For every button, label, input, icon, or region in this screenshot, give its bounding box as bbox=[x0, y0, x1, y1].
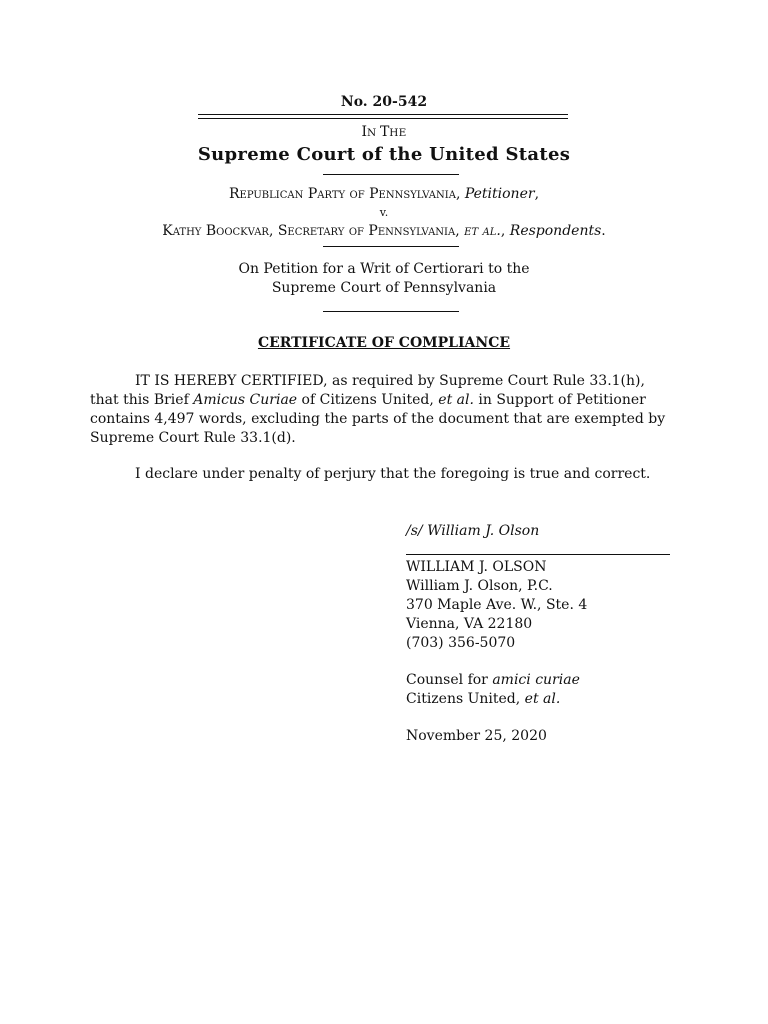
petitioner-name: Republican Party of Pennsylvania bbox=[228, 186, 456, 202]
paragraph-line-2: that this Brief Amicus Curiae of Citizens United, et al. in Support of Petitioner bbox=[90, 392, 646, 408]
signer-name: WILLIAM J. OLSON bbox=[406, 559, 547, 575]
street-address: 370 Maple Ave. W., Ste. 4 bbox=[406, 597, 588, 613]
signature-date: November 25, 2020 bbox=[406, 728, 547, 744]
caption-rule-3 bbox=[323, 311, 459, 312]
respondent-line: Kathy Boockvar, Secretary of Pennsylvania, et al., Respondents. bbox=[162, 223, 606, 239]
petition-line-2: Supreme Court of Pennsylvania bbox=[271, 280, 497, 296]
double-rule-top bbox=[198, 114, 568, 115]
certificate-heading: CERTIFICATE OF COMPLIANCE bbox=[257, 335, 511, 351]
client-line: Citizens United, et al. bbox=[406, 691, 561, 707]
firm-name: William J. Olson, P.C. bbox=[406, 578, 553, 594]
signature-line bbox=[406, 554, 670, 555]
respondent-role: Respondents bbox=[509, 223, 602, 239]
paragraph-line-4: Supreme Court Rule 33.1(d). bbox=[90, 430, 296, 446]
paragraph-line-1: IT IS HEREBY CERTIFIED, as required by Supreme Court Rule 33.1(h), bbox=[135, 373, 645, 389]
caption-rule-2 bbox=[323, 246, 459, 247]
versus: v. bbox=[379, 206, 389, 219]
respondent-etal: et al. bbox=[464, 223, 501, 239]
declaration-paragraph: I declare under penalty of perjury that the foregoing is true and correct. bbox=[135, 466, 651, 482]
in-the-label: IN THE bbox=[361, 124, 407, 140]
double-rule-bottom bbox=[198, 118, 568, 119]
counsel-line: Counsel for amici curiae bbox=[406, 672, 580, 688]
petitioner-role: Petitioner bbox=[464, 186, 535, 202]
docket-number: No. 20-542 bbox=[340, 94, 428, 110]
compliance-paragraph bbox=[90, 372, 680, 448]
phone-number: (703) 356-5070 bbox=[406, 635, 516, 651]
court-name: Supreme Court of the United States bbox=[197, 144, 571, 165]
petition-line-1: On Petition for a Writ of Certiorari to the bbox=[238, 261, 530, 277]
paragraph-line-3: contains 4,497 words, excluding the parts of the document that are exempted by bbox=[90, 411, 666, 427]
caption-rule-1 bbox=[323, 174, 459, 175]
petitioner-line: Republican Party of Pennsylvania, Petitioner, bbox=[228, 186, 540, 202]
electronic-signature: /s/ William J. Olson bbox=[406, 523, 540, 539]
respondent-name: Kathy Boockvar, Secretary of Pennsylvania, bbox=[162, 223, 460, 239]
city-state-zip: Vienna, VA 22180 bbox=[406, 616, 533, 632]
